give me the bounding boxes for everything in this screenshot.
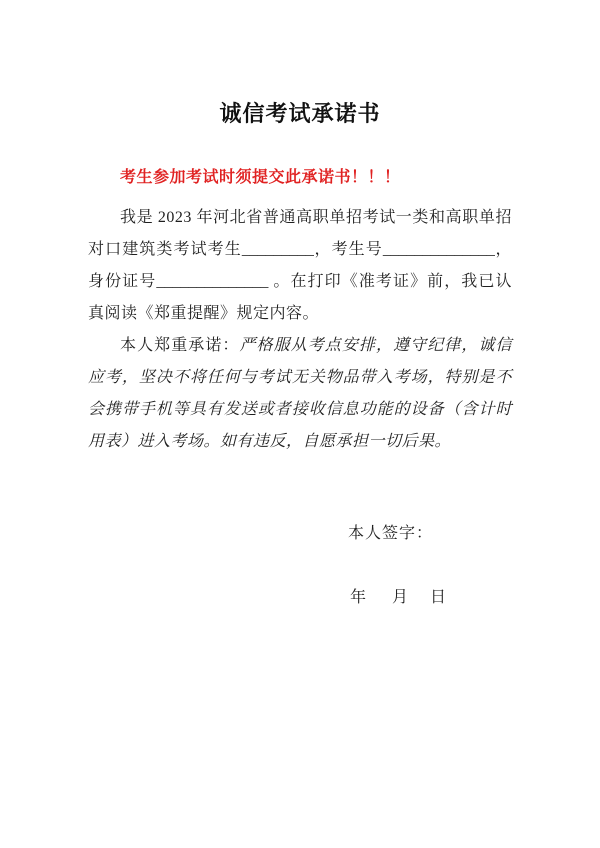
intro-text-4: 。在打印《准考证》前，我已认真阅读《郑重提醒》规定内容。 (88, 273, 512, 322)
signature-label: 本人签字： (348, 525, 434, 542)
signature-line (348, 518, 512, 550)
intro-text-1: 我是 2023 年河北省普通高职单招考试一类和高职单招对口建筑类考试考生 (88, 209, 512, 258)
promise-paragraph (88, 330, 512, 458)
promise-lead: 本人郑重承诺： (120, 337, 240, 354)
promise-body-text: 严格服从考点安排，遵守纪律，诚信应考，坚决不将任何与考试无关物品带入考场，特别是不会携带手机等具有发送或者接收信息功能的设备（含计时用表）进入考场。如有违反，自愿承担一切后果。 (88, 337, 512, 450)
warning-notice: 考生参加考试时须提交此承诺书！！！ (120, 169, 401, 186)
intro-text-2: ，考生号 (313, 241, 383, 258)
intro-text-3: ，身份证号 (88, 241, 512, 290)
intro-paragraph (88, 202, 512, 330)
candidate-name-blank: _________ (241, 241, 314, 258)
document-title: 诚信考试承诺书 (219, 101, 381, 126)
month-label: 月 (392, 589, 409, 606)
year-label: 年 (350, 589, 367, 606)
candidate-number-blank: ______________ (382, 241, 495, 258)
day-label: 日 (430, 589, 447, 606)
id-number-blank: ______________ (156, 273, 269, 290)
date-line (350, 582, 512, 614)
